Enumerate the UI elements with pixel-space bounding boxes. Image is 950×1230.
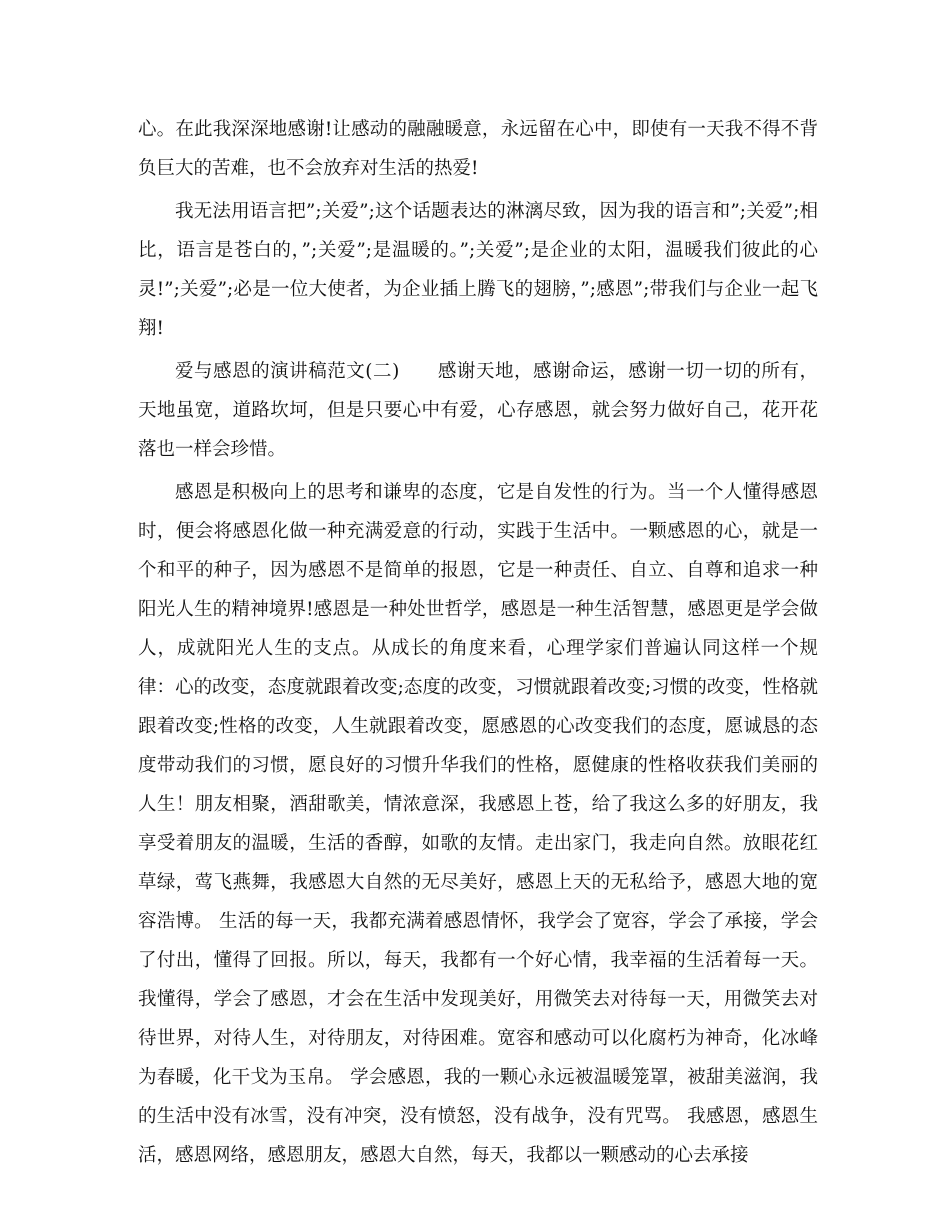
paragraph-4: 感恩是积极向上的思考和谦卑的态度，它是自发性的行为。当一个人懂得感恩时，便会将感恩化做一种充满爱意的行动，实践于生活中。一颗感恩的心，就是一个和平的种子，因为感恩不是简单的报恩，它是一种责任、自立、自尊和追求一种阳光人生的精神境界!感恩是一种处世哲学，感恩是一种生活智慧，感恩更是学会做人，成就阳光人生的支点。从成长的角度来看，心理学家们普遍认同这样一个规律：心的改变，态度就跟着改变;态度的改变，习惯就跟着改变;习惯的改变，性格就跟着改变;性格的改变，人生就跟着改变，愿感恩的心改变我们的态度，愿诚恳的态度带动我们的习惯，愿良好的习惯升华我们的性格，愿健康的性格收获我们美丽的人生！朋友相聚，酒甜歌美，情浓意深，我感恩上苍，给了我这么多的好朋友，我享受着朋友的温暖，生活的香醇，如歌的友情。走出家门，我走向自然。放眼花红草绿，莺飞燕舞，我感恩大自然的无尽美好，感恩上天的无私给予，感恩大地的宽容浩博。 生活的每一天，我都充满着感恩情怀，我学会了宽容，学会了承接，学会了付出，懂得了回报。所以，每天，我都有一个好心情，我幸福的生活着每一天。我懂得，学会了感恩，才会在生活中发现美好，用微笑去对待每一天，用微笑去对待世界，对待人生，对待朋友，对待困难。宽容和感动可以化腐朽为神奇，化冰峰为春暖，化干戈为玉帛。 学会感恩，我的一颗心永远被温暖笼罩，被甜美滋润，我的生活中没有冰雪，没有冲突，没有愤怒，没有战争，没有咒骂。 我感恩，感恩生活，感恩网络，感恩朋友，感恩大自然，每天，我都以一颗感动的心去承接 [138, 482, 818, 1166]
paragraph-2: 我无法用语言把”;关爱”;这个话题表达的淋漓尽致，因为我的语言和”;关爱”;相比，语言是苍白的，”;关爱”;是温暖的。”;关爱”;是企业的太阳，温暖我们彼此的心灵!”;关爱”;必是一位大使者，为企业插上腾飞的翅膀，”;感恩”;带我们与企业一起飞翔! [138, 201, 818, 339]
paragraph-3: 爱与感恩的演讲稿范文(二) 感谢天地，感谢命运，感谢一切一切的所有，天地虽宽，道路坎坷，但是只要心中有爱，心存感恩，就会努力做好自己，花开花落也一样会珍惜。 [138, 361, 818, 460]
paragraph-1: 心。在此我深深地感谢!让感动的融融暖意，永远留在心中，即使有一天我不得不背负巨大的苦难，也不会放弃对生活的热爱! [138, 119, 818, 179]
document-body [138, 110, 818, 1179]
